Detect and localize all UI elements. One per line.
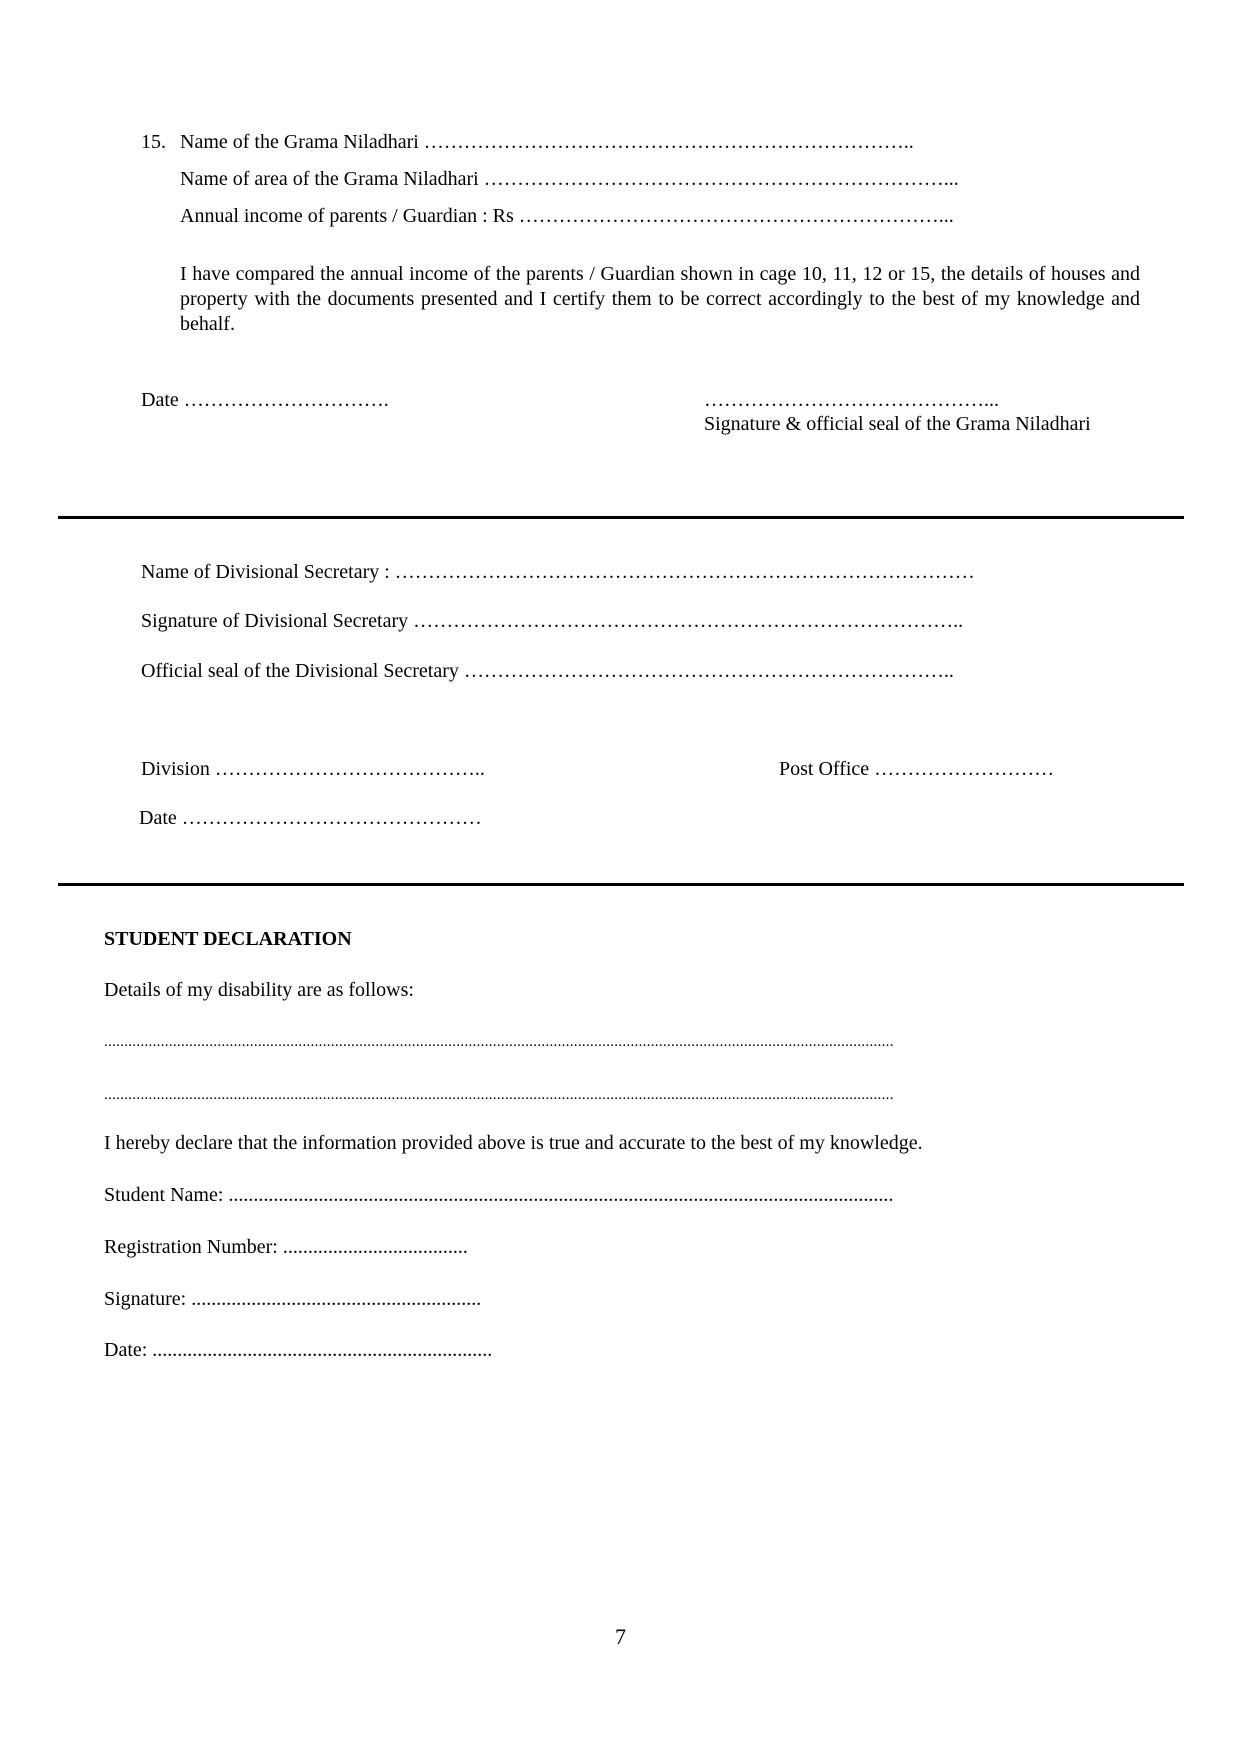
- disability-field-1[interactable]: ...................................................................................................................................................................................................: [104, 1034, 894, 1050]
- item-number: 15.: [141, 131, 166, 153]
- gn-certification-text: I have compared the annual income of the parents / Guardian shown in cage 10, 11, 12 or 15, the details of houses and property with the documents presented and I certify them to be correct accordingly to the best of my knowledge and behalf.: [180, 263, 1140, 335]
- gn-signature-caption: Signature & official seal of the Grama Niladhari: [704, 413, 1091, 435]
- section-divider: [58, 883, 1184, 886]
- ds-name-field[interactable]: Name of Divisional Secretary : ……………………………………………………………………………: [141, 561, 975, 583]
- gn-signature-field[interactable]: ……………………………………...: [704, 389, 999, 411]
- ds-post-office-field[interactable]: Post Office ………………………: [779, 758, 1055, 780]
- disability-field-2[interactable]: ...................................................................................................................................................................................................: [104, 1087, 894, 1103]
- ds-division-field[interactable]: Division …………………………………..: [141, 758, 485, 780]
- declaration-heading: STUDENT DECLARATION: [104, 928, 352, 950]
- section-divider: [58, 516, 1184, 519]
- parent-income-field[interactable]: Annual income of parents / Guardian : Rs ………………………………………………………...: [180, 205, 954, 227]
- student-date-field[interactable]: Date: ....................................................................: [104, 1339, 493, 1361]
- gn-area-field[interactable]: Name of area of the Grama Niladhari ……………………………………………………………...: [180, 168, 959, 190]
- page-number: 7: [615, 1624, 626, 1649]
- gn-date-field[interactable]: Date ………………………….: [141, 389, 389, 411]
- ds-signature-field[interactable]: Signature of Divisional Secretary ………………………………………………………………………..: [141, 610, 964, 632]
- student-name-field[interactable]: Student Name: .....................................................................................................................................: [104, 1184, 894, 1206]
- disability-intro: Details of my disability are as follows:: [104, 979, 414, 1001]
- declaration-text: I hereby declare that the information provided above is true and accurate to the best of my knowledge.: [104, 1132, 923, 1154]
- registration-number-field[interactable]: Registration Number: .....................................: [104, 1236, 468, 1258]
- ds-date-field[interactable]: Date ………………………………………: [139, 807, 482, 829]
- ds-seal-field[interactable]: Official seal of the Divisional Secretary ………………………………………………………………..: [141, 660, 954, 682]
- student-signature-field[interactable]: Signature: ..........................................................: [104, 1288, 482, 1310]
- gn-name-field[interactable]: Name of the Grama Niladhari ………………………………………………………………..: [180, 131, 914, 153]
